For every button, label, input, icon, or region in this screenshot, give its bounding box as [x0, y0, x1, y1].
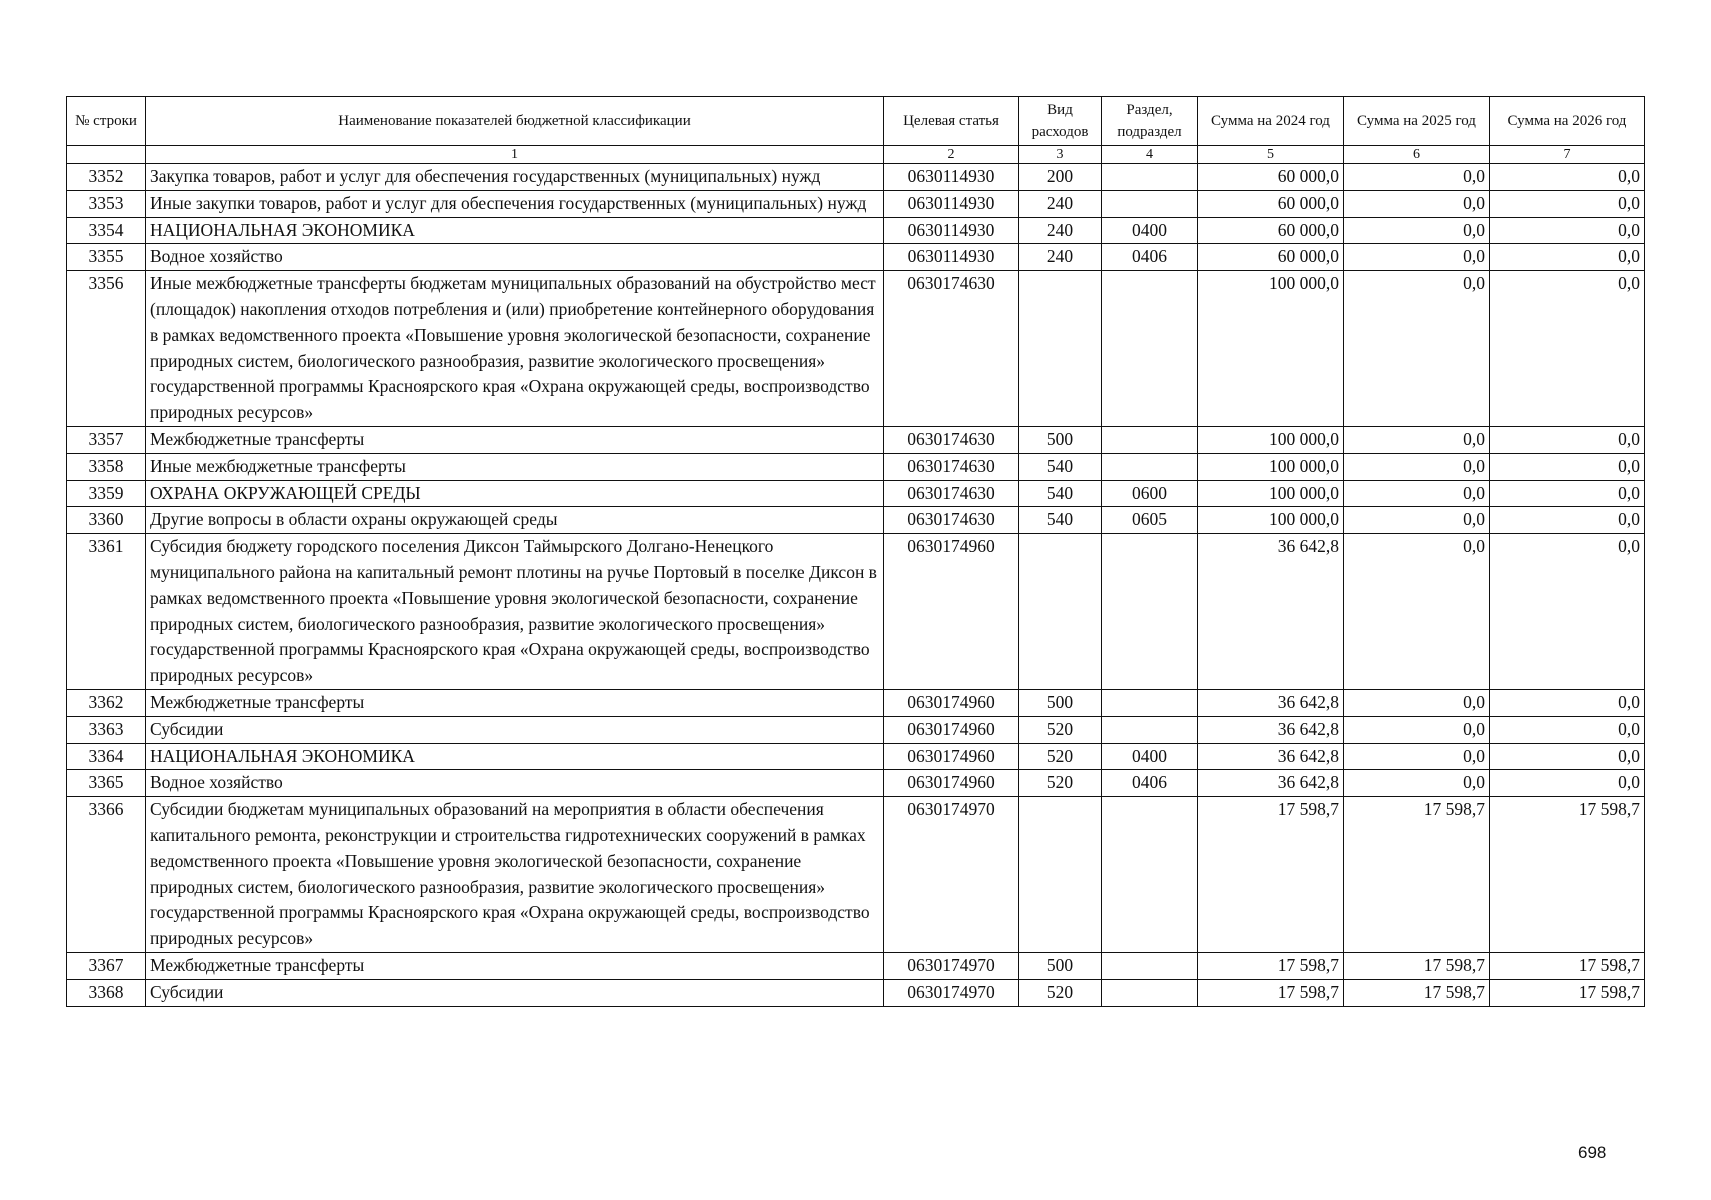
sum-2024: 60 000,0 [1198, 164, 1344, 191]
row-number: 3368 [67, 979, 146, 1006]
row-number: 3354 [67, 217, 146, 244]
sum-2026: 0,0 [1490, 716, 1645, 743]
indicator-name: ОХРАНА ОКРУЖАЮЩЕЙ СРЕДЫ [146, 480, 884, 507]
sum-2024: 60 000,0 [1198, 244, 1344, 271]
row-number: 3362 [67, 689, 146, 716]
budget-table [66, 96, 1645, 1007]
indicator-name: Межбюджетные трансферты [146, 426, 884, 453]
table-row [67, 743, 1645, 770]
sum-2024: 36 642,8 [1198, 689, 1344, 716]
row-number: 3355 [67, 244, 146, 271]
table-row [67, 480, 1645, 507]
table-row [67, 770, 1645, 797]
row-number: 3357 [67, 426, 146, 453]
sum-2025: 0,0 [1344, 271, 1490, 427]
expense-kind: 500 [1019, 426, 1102, 453]
target-article: 0630174970 [884, 979, 1019, 1006]
section-code [1102, 426, 1198, 453]
sum-2025: 17 598,7 [1344, 952, 1490, 979]
expense-kind: 540 [1019, 453, 1102, 480]
indicator-name: Субсидии бюджетам муниципальных образований на мероприятия в области обеспечения капитального ремонта, реконструкции и строительства гидротехнических сооружений в рамках ведомственного проекта «Повышение уровня экологической безопасности, сохранение природных систем, биологического разнообразия, развитие экологического просвещения» государственной программы Красноярского края «Охрана окружающей среды, воспроизводство природных ресурсов» [146, 797, 884, 953]
column-index: 3 [1019, 146, 1102, 164]
sum-2024: 100 000,0 [1198, 426, 1344, 453]
target-article: 0630174630 [884, 426, 1019, 453]
header-sum-2025: Сумма на 2025 год [1344, 97, 1490, 146]
expense-kind: 520 [1019, 770, 1102, 797]
indicator-name: Закупка товаров, работ и услуг для обеспечения государственных (муниципальных) нужд [146, 164, 884, 191]
column-index: 4 [1102, 146, 1198, 164]
expense-kind: 540 [1019, 507, 1102, 534]
sum-2026: 0,0 [1490, 217, 1645, 244]
sum-2026: 0,0 [1490, 164, 1645, 191]
target-article: 0630174960 [884, 534, 1019, 690]
sum-2024: 17 598,7 [1198, 979, 1344, 1006]
sum-2024: 100 000,0 [1198, 271, 1344, 427]
sum-2026: 0,0 [1490, 770, 1645, 797]
section-code: 0400 [1102, 217, 1198, 244]
sum-2026: 0,0 [1490, 689, 1645, 716]
sum-2024: 36 642,8 [1198, 716, 1344, 743]
sum-2025: 0,0 [1344, 190, 1490, 217]
header-sum-2026: Сумма на 2026 год [1490, 97, 1645, 146]
sum-2026: 0,0 [1490, 453, 1645, 480]
sum-2026: 17 598,7 [1490, 979, 1645, 1006]
table-row [67, 271, 1645, 427]
column-index: 5 [1198, 146, 1344, 164]
table-body [67, 164, 1645, 1007]
sum-2024: 17 598,7 [1198, 952, 1344, 979]
section-code [1102, 689, 1198, 716]
section-code [1102, 190, 1198, 217]
header-target-article: Целевая статья [884, 97, 1019, 146]
section-code [1102, 979, 1198, 1006]
table-row [67, 979, 1645, 1006]
expense-kind: 500 [1019, 952, 1102, 979]
column-index [67, 146, 146, 164]
sum-2025: 17 598,7 [1344, 797, 1490, 953]
indicator-name: Другие вопросы в области охраны окружающей среды [146, 507, 884, 534]
sum-2026: 0,0 [1490, 244, 1645, 271]
sum-2025: 0,0 [1344, 689, 1490, 716]
header-expense-kind: Вид расходов [1019, 97, 1102, 146]
expense-kind: 520 [1019, 716, 1102, 743]
row-number: 3361 [67, 534, 146, 690]
table-row [67, 453, 1645, 480]
header-section: Раздел, подраздел [1102, 97, 1198, 146]
target-article: 0630174630 [884, 480, 1019, 507]
indicator-name: Водное хозяйство [146, 770, 884, 797]
section-code: 0600 [1102, 480, 1198, 507]
section-code [1102, 271, 1198, 427]
target-article: 0630174960 [884, 770, 1019, 797]
row-number: 3360 [67, 507, 146, 534]
row-number: 3363 [67, 716, 146, 743]
indicator-name: Водное хозяйство [146, 244, 884, 271]
target-article: 0630114930 [884, 190, 1019, 217]
sum-2025: 0,0 [1344, 743, 1490, 770]
table-row [67, 689, 1645, 716]
sum-2024: 60 000,0 [1198, 190, 1344, 217]
expense-kind [1019, 271, 1102, 427]
expense-kind: 500 [1019, 689, 1102, 716]
row-number: 3352 [67, 164, 146, 191]
row-number: 3359 [67, 480, 146, 507]
indicator-name: Иные закупки товаров, работ и услуг для обеспечения государственных (муниципальных) нужд [146, 190, 884, 217]
header-row-number: № строки [67, 97, 146, 146]
table-row [67, 190, 1645, 217]
sum-2026: 0,0 [1490, 743, 1645, 770]
table-row [67, 534, 1645, 690]
sum-2025: 0,0 [1344, 426, 1490, 453]
column-index: 2 [884, 146, 1019, 164]
section-code [1102, 164, 1198, 191]
target-article: 0630174960 [884, 716, 1019, 743]
target-article: 0630174970 [884, 797, 1019, 953]
sum-2025: 0,0 [1344, 244, 1490, 271]
section-code: 0406 [1102, 770, 1198, 797]
sum-2026: 17 598,7 [1490, 952, 1645, 979]
row-number: 3365 [67, 770, 146, 797]
sum-2025: 0,0 [1344, 480, 1490, 507]
sum-2026: 0,0 [1490, 480, 1645, 507]
table-row [67, 217, 1645, 244]
sum-2026: 0,0 [1490, 271, 1645, 427]
sum-2026: 0,0 [1490, 190, 1645, 217]
expense-kind: 240 [1019, 217, 1102, 244]
section-code: 0605 [1102, 507, 1198, 534]
section-code: 0400 [1102, 743, 1198, 770]
row-number: 3356 [67, 271, 146, 427]
indicator-name: Субсидия бюджету городского поселения Диксон Таймырского Долгано-Ненецкого муниципального района на капитальный ремонт плотины на ручье Портовый в поселке Диксон в рамках ведомственного проекта «Повышение уровня экологической безопасности, сохранение природных систем, биологического разнообразия, развитие экологического просвещения» государственной программы Красноярского края «Охрана окружающей среды, воспроизводство природных ресурсов» [146, 534, 884, 690]
target-article: 0630114930 [884, 244, 1019, 271]
section-code: 0406 [1102, 244, 1198, 271]
sum-2024: 36 642,8 [1198, 534, 1344, 690]
indicator-name: НАЦИОНАЛЬНАЯ ЭКОНОМИКА [146, 743, 884, 770]
expense-kind: 240 [1019, 244, 1102, 271]
indicator-name: Субсидии [146, 979, 884, 1006]
expense-kind: 520 [1019, 743, 1102, 770]
target-article: 0630114930 [884, 217, 1019, 244]
sum-2025: 0,0 [1344, 534, 1490, 690]
sum-2026: 0,0 [1490, 426, 1645, 453]
sum-2025: 0,0 [1344, 507, 1490, 534]
column-index-row [67, 146, 1645, 164]
section-code [1102, 797, 1198, 953]
sum-2024: 100 000,0 [1198, 453, 1344, 480]
section-code [1102, 716, 1198, 743]
table-row [67, 164, 1645, 191]
expense-kind [1019, 797, 1102, 953]
indicator-name: Иные межбюджетные трансферты бюджетам муниципальных образований на обустройство мест (площадок) накопления отходов потребления и (или) приобретение контейнерного оборудования в рамках ведомственного проекта «Повышение уровня экологической безопасности, сохранение природных систем, биологического разнообразия, развитие экологического просвещения» государственной программы Красноярского края «Охрана окружающей среды, воспроизводство природных ресурсов» [146, 271, 884, 427]
target-article: 0630174630 [884, 271, 1019, 427]
indicator-name: Иные межбюджетные трансферты [146, 453, 884, 480]
column-index: 7 [1490, 146, 1645, 164]
row-number: 3353 [67, 190, 146, 217]
sum-2026: 0,0 [1490, 507, 1645, 534]
target-article: 0630174960 [884, 743, 1019, 770]
section-code [1102, 952, 1198, 979]
expense-kind [1019, 534, 1102, 690]
target-article: 0630114930 [884, 164, 1019, 191]
row-number: 3364 [67, 743, 146, 770]
sum-2024: 100 000,0 [1198, 480, 1344, 507]
column-index: 6 [1344, 146, 1490, 164]
expense-kind: 200 [1019, 164, 1102, 191]
target-article: 0630174630 [884, 507, 1019, 534]
sum-2025: 0,0 [1344, 770, 1490, 797]
indicator-name: НАЦИОНАЛЬНАЯ ЭКОНОМИКА [146, 217, 884, 244]
row-number: 3358 [67, 453, 146, 480]
table-row [67, 952, 1645, 979]
page-number: 698 [1578, 1143, 1607, 1162]
sum-2026: 17 598,7 [1490, 797, 1645, 953]
header-sum-2024: Сумма на 2024 год [1198, 97, 1344, 146]
expense-kind: 540 [1019, 480, 1102, 507]
target-article: 0630174630 [884, 453, 1019, 480]
indicator-name: Межбюджетные трансферты [146, 689, 884, 716]
section-code [1102, 534, 1198, 690]
column-index: 1 [146, 146, 884, 164]
table-row [67, 244, 1645, 271]
header-name: Наименование показателей бюджетной классификации [146, 97, 884, 146]
indicator-name: Субсидии [146, 716, 884, 743]
sum-2024: 17 598,7 [1198, 797, 1344, 953]
expense-kind: 240 [1019, 190, 1102, 217]
sum-2026: 0,0 [1490, 534, 1645, 690]
sum-2025: 0,0 [1344, 164, 1490, 191]
row-number: 3366 [67, 797, 146, 953]
sum-2024: 60 000,0 [1198, 217, 1344, 244]
table-row [67, 797, 1645, 953]
expense-kind: 520 [1019, 979, 1102, 1006]
sum-2025: 0,0 [1344, 217, 1490, 244]
target-article: 0630174970 [884, 952, 1019, 979]
sum-2024: 100 000,0 [1198, 507, 1344, 534]
indicator-name: Межбюджетные трансферты [146, 952, 884, 979]
table-row [67, 716, 1645, 743]
row-number: 3367 [67, 952, 146, 979]
sum-2024: 36 642,8 [1198, 770, 1344, 797]
sum-2025: 17 598,7 [1344, 979, 1490, 1006]
section-code [1102, 453, 1198, 480]
sum-2025: 0,0 [1344, 453, 1490, 480]
sum-2025: 0,0 [1344, 716, 1490, 743]
table-row [67, 507, 1645, 534]
sum-2024: 36 642,8 [1198, 743, 1344, 770]
header-row [67, 97, 1645, 146]
target-article: 0630174960 [884, 689, 1019, 716]
table-row [67, 426, 1645, 453]
